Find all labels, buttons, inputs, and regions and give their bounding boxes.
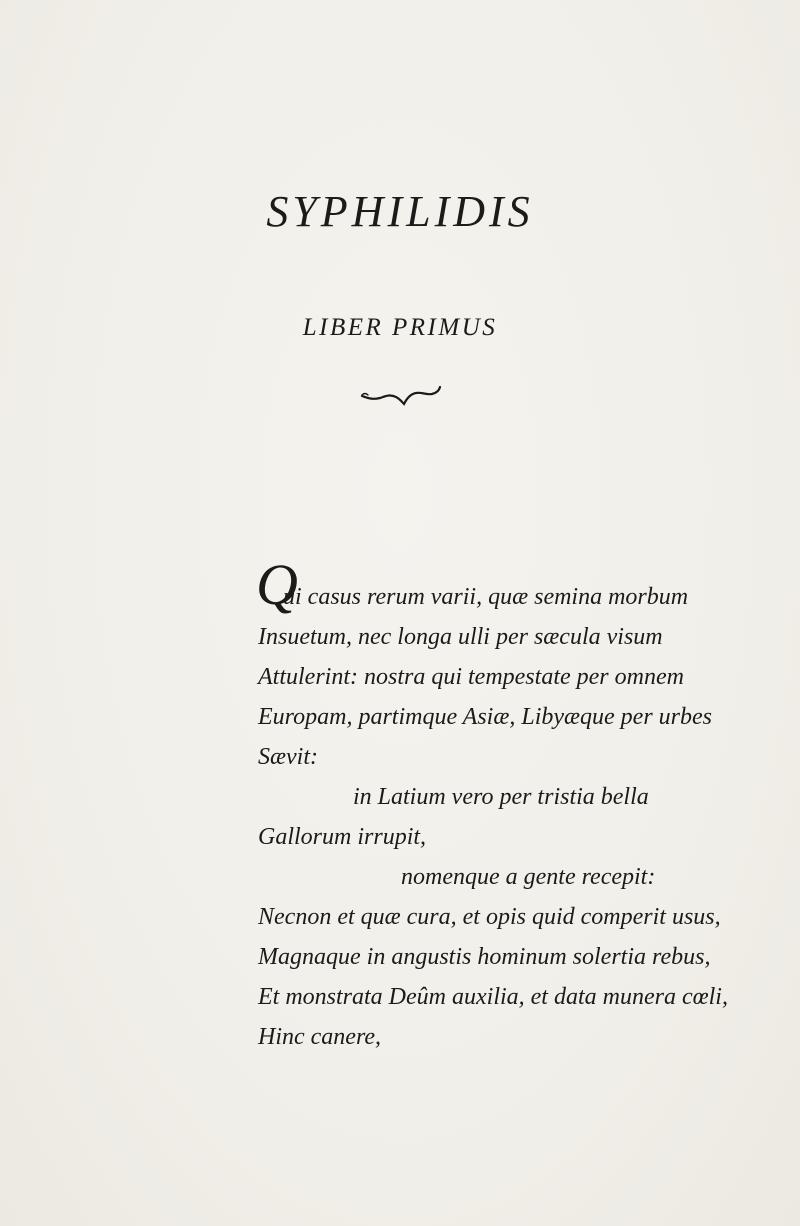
verse-line: Insuetum, nec longa ulli per sæcula visum bbox=[258, 624, 663, 650]
verse-line: Magnaque in angustis hominum solertia rebus, bbox=[258, 944, 711, 970]
verse-line: nomenque a gente recepit: bbox=[401, 864, 656, 890]
verse-line: Necnon et quæ cura, et opis quid comperit usus, bbox=[258, 904, 721, 930]
verse-line: Attulerint: nostra qui tempestate per omnem bbox=[258, 664, 684, 690]
verse-line: in Latium vero per tristia bella bbox=[353, 784, 649, 810]
page-title: SYPHILIDIS bbox=[266, 187, 534, 236]
verse-line: Sævit: bbox=[258, 744, 318, 770]
drop-cap: Q bbox=[256, 552, 298, 617]
verse-line: Et monstrata Deûm auxilia, et data munera cœli, bbox=[258, 984, 728, 1010]
verse-line: Hinc canere, bbox=[258, 1024, 382, 1050]
book-subtitle: LIBER PRIMUS bbox=[302, 314, 498, 341]
verse-line: Gallorum irrupit, bbox=[258, 824, 427, 850]
verse-line: ui casus rerum varii, quæ semina morbum bbox=[283, 584, 689, 610]
verse-line: Europam, partimque Asiæ, Libyæque per urbes bbox=[258, 704, 712, 730]
